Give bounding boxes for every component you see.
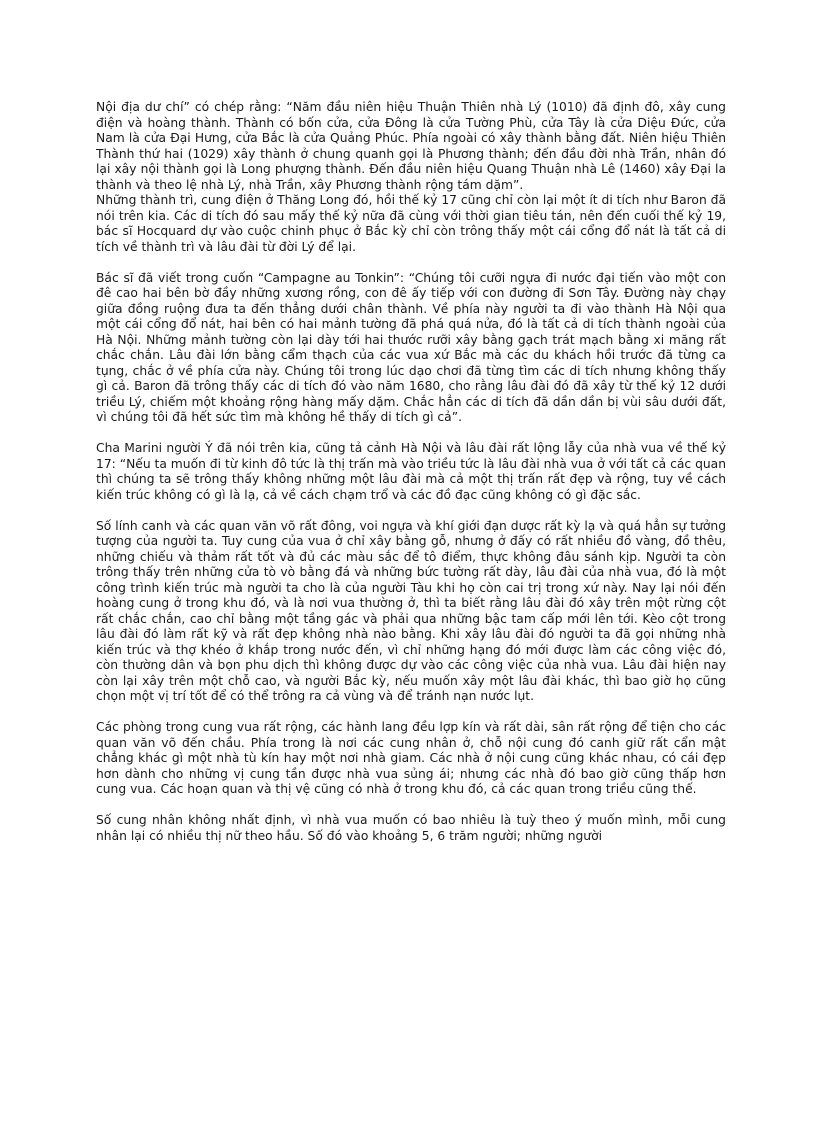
paragraph-2: Những thành trì, cung điện ở Thăng Long đó, hồi thế kỷ 17 cũng chỉ còn lại một ít di tích như Baron đã nói trên kia. Các di tích đó sau mấy thế kỷ nữa đã cùng với thời gian tiêu tán, nên đến cuối thế kỷ 19, bác sĩ Hocquard dự vào cuộc chinh phục ở Bắc kỳ chỉ còn trông thấy một cái cổng đổ nát là tất cả di tích về thành trì và lâu đài từ đời Lý để lại.: [96, 193, 726, 254]
paragraph-6: Các phòng trong cung vua rất rộng, các hành lang đều lợp kín và rất dài, sân rất rộng để tiện cho các quan văn võ đến chầu. Phía trong là nơi các cung nhân ở, chỗ nội cung đó canh giữ rất cẩn mật chẳng khác gì một nhà tù kín hay một nơi nhà giam. Các nhà ở nội cung cũng khác nhau, có cái đẹp hơn dành cho những vị cung tần được nhà vua sủng ái; nhưng các nhà đó bao giờ cũng thấp hơn cung vua. Các hoạn quan và thị vệ cũng có nhà ở trong khu đó, cả các quan trong triều cũng thế.: [96, 720, 726, 796]
paragraph-7: Số cung nhân không nhất định, vì nhà vua muốn có bao nhiêu là tuỳ theo ý muốn mình, mỗi cung nhân lại có nhiều thị nữ theo hầu. Số đó vào khoảng 5, 6 trăm người; những người: [96, 813, 726, 843]
paragraph-4: Cha Marini người Ý đã nói trên kia, cũng tả cảnh Hà Nội và lâu đài rất lộng lẫy của nhà vua về thế kỷ 17: “Nếu ta muốn đi từ kinh đô tức là thị trấn mà vào triều tức là lâu đài nhà vua ở với tất cả các quan thì chúng ta sẽ trông thấy không những một lâu đài mà cả một thị trấn rất đẹp và rộng, tuy về cách kiến trúc không có gì là lạ, cả về cách chạm trổ và các đồ đạc cũng không có gì đặc sắc.: [96, 441, 726, 502]
paragraph-5: Số lính canh và các quan văn võ rất đông, voi ngựa và khí giới đạn dược rất kỳ lạ và quá hẳn sự tưởng tượng của người ta. Tuy cung của vua ở chỉ xây bằng gỗ, nhưng ở đấy có rất nhiều đồ vàng, đồ thêu, những chiếu và thảm rất tốt và đủ các màu sắc để tô điểm, thực không đâu sánh kịp. Người ta còn trông thấy trên những cửa tò vò bằng đá và những bức tường rất dày, lâu đài của nhà vua, đó là một công trình kiến trúc mà người ta cho là của người Tàu khi họ còn cai trị trong xứ này. Nay lại nói đến hoàng cung ở trong khu đó, và là nơi vua thường ở, thì ta biết rằng lâu đài đó xây trên một rừng cột rất chắc chắn, cao chỉ bằng một tầng gác và phải qua những bậc tam cấp mới lên tới. Kèo cột trong lâu đài đó làm rất kỹ và rất đẹp không nhà nào bằng. Khi xây lâu đài đó người ta đã gọi những nhà kiến trúc và thợ khéo ở khắp trong nước đến, vì chỉ những hạng đó mới được làm các công việc đó, còn thường dân và bọn phu dịch thì không được dự vào các công việc của nhà vua. Lâu đài hiện nay còn lại xây trên một chỗ cao, và người Bắc kỳ, nếu muốn xây một lâu đài khác, thì bao giờ họ cũng chọn một vị trí tốt để có thể trông ra cả vùng và để tránh nạn nước lụt.: [96, 518, 726, 703]
paragraph-1: Nội địa dư chí” có chép rằng: “Năm đầu niên hiệu Thuận Thiên nhà Lý (1010) đã định đô, xây cung điện và hoàng thành. Thành có bốn cửa, cửa Đông là cửa Tường Phù, cửa Tây là cửa Diệu Đức, cửa Nam là cửa Đại Hưng, cửa Bắc là cửa Quảng Phúc. Phía ngoài có xây thành bằng đất. Niên hiệu Thiên Thành thứ hai (1029) xây thành ở chung quanh gọi là Phương thành; đến đầu đời nhà Trần, nhân đó lại xây nội thành gọi là Long phượng thành. Đến đầu niên hiệu Quang Thuận nhà Lê (1460) xây Đại la thành và theo lệ nhà Lý, nhà Trần, xây Phương thành rộng tám dặm”.: [96, 100, 726, 192]
paragraph-3: Bác sĩ đã viết trong cuốn “Campagne au Tonkin”: “Chúng tôi cưỡi ngựa đi nước đại tiến vào một con đê cao hai bên bờ đầy những xương rồng, con đê ấy tiếp với con đường đi Sơn Tây. Đường này chạy giữa đồng ruộng đưa ta đến thẳng dưới chân thành. Về phía này người ta đi vào thành Hà Nội qua một cái cổng đổ nát, hai bên có hai mảnh tường đã phá quá nửa, đó là tất cả di tích thành ngoài của Hà Nội. Những mảnh tường còn lại dày tới hai thước rưỡi xây bằng gạch trát mạch bằng xi măng rất chắc chắn. Lâu đài lớn bằng cẩm thạch của các vua xứ Bắc mà các du khách hồi trước đã từng ca tụng, chắc ở về phía cửa này. Chúng tôi trong lúc dạo chơi đã từng tìm các di tích nhưng không thấy gì cả. Baron đã trông thấy các di tích đó vào năm 1680, cho rằng lâu đài đó đã xây từ thế kỷ 12 dưới triều Lý, chiếm một khoảng rộng hàng mấy dặm. Chắc hẳn các di tích đã dần dần bị vùi sâu dưới đất, vì chúng tôi đã hết sức tìm mà không hề thấy di tích gì cả”.: [96, 270, 726, 424]
